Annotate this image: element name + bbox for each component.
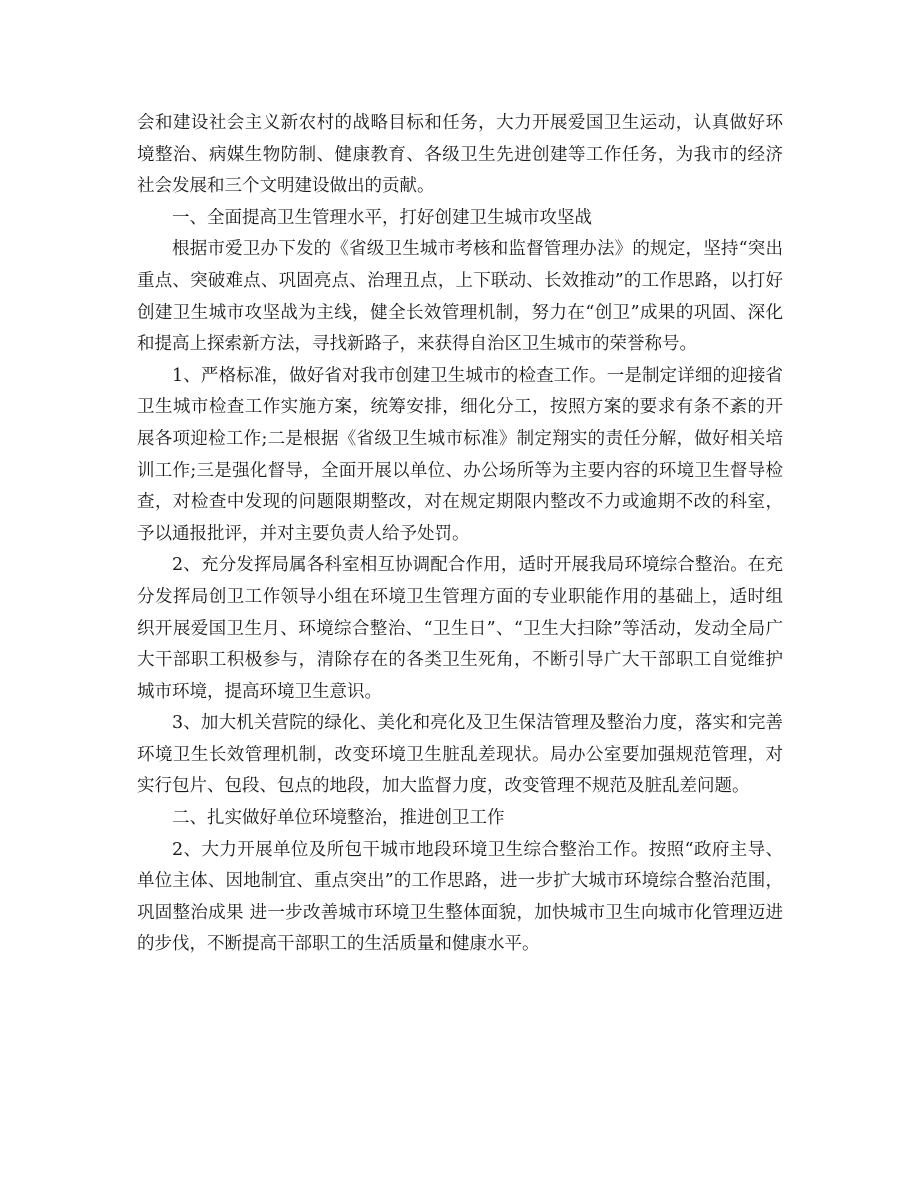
paragraph-item-2: 2、充分发挥局属各科室相互协调配合作用，适时开展我局环境综合整治。在充分发挥局创卫工作领导小组在环境卫生管理方面的专业职能作用的基础上，适时组织开展爱国卫生月、环境综合整治、“卫生日”、“卫生大扫除”等活动，发动全局广大干部职工积极参与，清除存在的各类卫生死角，不断引导广大干部职工自觉维护城市环境，提高环境卫生意识。 [137, 555, 783, 702]
paragraph-item-1: 1、严格标准，做好省对我市创建卫生城市的检查工作。一是制定详细的迎接省卫生城市检查工作实施方案，统筹安排，细化分工，按照方案的要求有条不紊的开展各项迎检工作;二是根据《省级卫生城市标准》制定翔实的责任分解，做好相关培训工作;三是强化督导，全面开展以单位、办公场所等为主要内容的环境卫生督导检查，对检查中发现的问题限期整改，对在规定期限内整改不力或逾期不改的科室，予以通报批评，并对主要负责人给予处罚。 [137, 365, 783, 544]
paragraph-intro: 根据市爱卫办下发的《省级卫生城市考核和监督管理办法》的规定，坚持“突出重点、突破难点、巩固亮点、治理丑点，上下联动、长效推动”的工作思路，以打好创建卫生城市攻坚战为主线，健全长效管理机制，努力在“创卫”成果的巩固、深化和提高上探索新方法，寻找新路子，来获得自治区卫生城市的荣誉称号。 [137, 239, 783, 355]
paragraph-item-3: 3、加大机关营院的绿化、美化和亮化及卫生保洁管理及整治力度，落实和完善环境卫生长效管理机制，改变环境卫生脏乱差现状。局办公室要加强规范管理，对实行包片、包段、包点的地段，加大监督力度，改变管理不规范及脏乱差问题。 [137, 713, 783, 797]
paragraph-section2-item-2: 2、大力开展单位及所包干城市地段环境卫生综合整治工作。按照“政府主导、单位主体、因地制宜、重点突出”的工作思路，进一步扩大城市环境综合整治范围，巩固整治成果 进一步改善城市环境卫生整体面貌，加快城市卫生向城市化管理迈进的步伐，不断提高干部职工的生活质量和健康水平。 [137, 839, 783, 955]
paragraph-continuation: 会和建设社会主义新农村的战略目标和任务，大力开展爱国卫生运动，认真做好环境整治、病媒生物防制、健康教育、各级卫生先进创建等工作任务，为我市的经济社会发展和三个文明建设做出的贡献。 [137, 113, 783, 197]
section-heading-1: 一、全面提高卫生管理水平，打好创建卫生城市攻坚战 [172, 207, 592, 228]
section-heading-2: 二、扎实做好单位环境整治，推进创卫工作 [172, 808, 505, 829]
document-body [137, 108, 783, 961]
